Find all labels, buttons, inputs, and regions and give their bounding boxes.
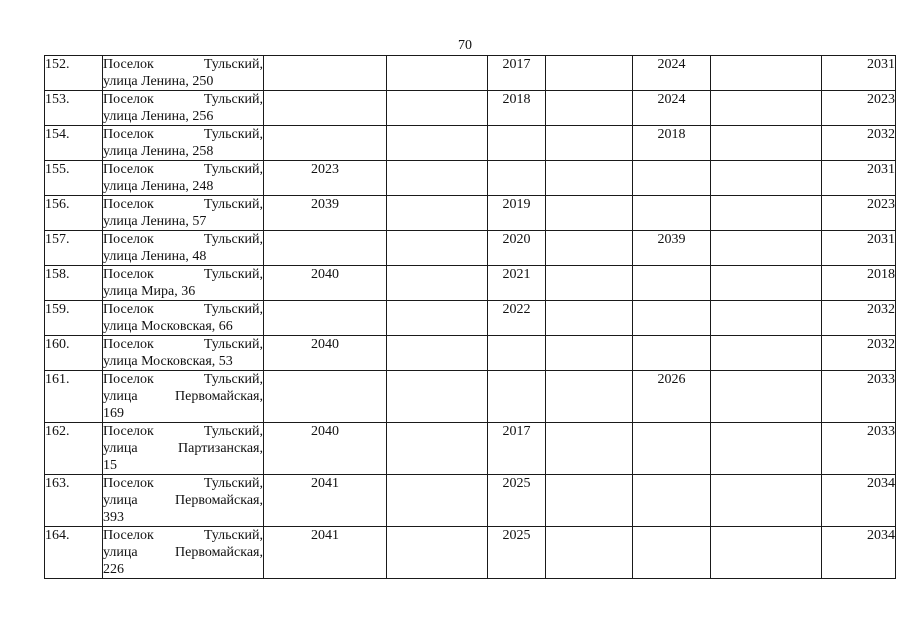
year-cell-5 xyxy=(633,301,711,336)
year-cell-6 xyxy=(711,371,822,423)
address-line: улица Первомайская, xyxy=(103,389,263,404)
year-cell-4 xyxy=(546,161,633,196)
row-number: 157. xyxy=(45,231,103,266)
year-cell-7: 2023 xyxy=(822,91,896,126)
address-line: улица Московская, 53 xyxy=(103,354,233,369)
year-cell-2 xyxy=(387,527,488,579)
year-cell-4 xyxy=(546,266,633,301)
table-row xyxy=(45,126,896,161)
year-cell-2 xyxy=(387,56,488,91)
year-cell-5: 2024 xyxy=(633,91,711,126)
year-cell-3 xyxy=(488,126,546,161)
year-cell-6 xyxy=(711,336,822,371)
year-cell-1: 2040 xyxy=(264,423,387,475)
address-line: улица Первомайская, xyxy=(103,493,263,508)
year-cell-3: 2018 xyxy=(488,91,546,126)
year-cell-2 xyxy=(387,301,488,336)
address-line: Поселок Тульский, xyxy=(103,267,263,282)
address-line: улица Ленина, 248 xyxy=(103,179,214,194)
address-line: Поселок Тульский, xyxy=(103,92,263,107)
table-body xyxy=(45,56,896,579)
year-cell-7: 2033 xyxy=(822,423,896,475)
address-cell xyxy=(103,266,264,301)
year-cell-1: 2039 xyxy=(264,196,387,231)
address-line: улица Ленина, 256 xyxy=(103,109,214,124)
year-cell-4 xyxy=(546,196,633,231)
row-number: 163. xyxy=(45,475,103,527)
year-cell-4 xyxy=(546,336,633,371)
year-cell-4 xyxy=(546,126,633,161)
table-row xyxy=(45,301,896,336)
address-cell xyxy=(103,161,264,196)
year-cell-2 xyxy=(387,336,488,371)
address-cell xyxy=(103,56,264,91)
year-cell-4 xyxy=(546,475,633,527)
address-cell xyxy=(103,475,264,527)
year-cell-7: 2033 xyxy=(822,371,896,423)
address-line: улица Первомайская, xyxy=(103,545,263,560)
address-line: улица Ленина, 57 xyxy=(103,214,207,229)
year-cell-3: 2019 xyxy=(488,196,546,231)
row-number: 152. xyxy=(45,56,103,91)
year-cell-1: 2023 xyxy=(264,161,387,196)
address-line: Поселок Тульский, xyxy=(103,127,263,142)
year-cell-3: 2022 xyxy=(488,301,546,336)
year-cell-5 xyxy=(633,266,711,301)
year-cell-7: 2031 xyxy=(822,56,896,91)
address-line: 169 xyxy=(103,406,124,421)
year-cell-3 xyxy=(488,371,546,423)
year-cell-5 xyxy=(633,475,711,527)
year-cell-4 xyxy=(546,231,633,266)
year-cell-7: 2032 xyxy=(822,301,896,336)
address-line: Поселок Тульский, xyxy=(103,528,263,543)
year-cell-4 xyxy=(546,56,633,91)
address-cell xyxy=(103,91,264,126)
address-line: Поселок Тульский, xyxy=(103,232,263,247)
year-cell-3 xyxy=(488,161,546,196)
year-cell-2 xyxy=(387,126,488,161)
year-cell-2 xyxy=(387,423,488,475)
address-line: Поселок Тульский, xyxy=(103,57,263,72)
address-line: улица Ленина, 48 xyxy=(103,249,207,264)
year-cell-7: 2018 xyxy=(822,266,896,301)
table-row xyxy=(45,91,896,126)
schedule-table xyxy=(44,55,896,579)
address-cell xyxy=(103,126,264,161)
address-line: 15 xyxy=(103,458,117,473)
year-cell-6 xyxy=(711,126,822,161)
year-cell-5 xyxy=(633,336,711,371)
table-row xyxy=(45,371,896,423)
year-cell-5 xyxy=(633,527,711,579)
year-cell-1 xyxy=(264,301,387,336)
year-cell-1: 2040 xyxy=(264,336,387,371)
table-row xyxy=(45,266,896,301)
year-cell-6 xyxy=(711,301,822,336)
address-line: улица Партизанская, xyxy=(103,441,263,456)
table-row xyxy=(45,336,896,371)
table-row xyxy=(45,56,896,91)
address-cell xyxy=(103,527,264,579)
row-number: 154. xyxy=(45,126,103,161)
page-number: 70 xyxy=(458,38,472,53)
year-cell-7: 2031 xyxy=(822,231,896,266)
address-line: Поселок Тульский, xyxy=(103,424,263,439)
year-cell-2 xyxy=(387,371,488,423)
address-line: 226 xyxy=(103,562,124,577)
year-cell-5 xyxy=(633,423,711,475)
year-cell-1: 2040 xyxy=(264,266,387,301)
year-cell-4 xyxy=(546,301,633,336)
year-cell-6 xyxy=(711,56,822,91)
year-cell-4 xyxy=(546,423,633,475)
year-cell-1 xyxy=(264,126,387,161)
table-row xyxy=(45,423,896,475)
year-cell-7: 2034 xyxy=(822,475,896,527)
row-number: 159. xyxy=(45,301,103,336)
address-line: улица Мира, 36 xyxy=(103,284,196,299)
year-cell-2 xyxy=(387,161,488,196)
year-cell-1 xyxy=(264,371,387,423)
address-line: Поселок Тульский, xyxy=(103,337,263,352)
year-cell-5: 2039 xyxy=(633,231,711,266)
year-cell-7: 2031 xyxy=(822,161,896,196)
row-number: 164. xyxy=(45,527,103,579)
year-cell-7: 2034 xyxy=(822,527,896,579)
year-cell-5 xyxy=(633,161,711,196)
year-cell-2 xyxy=(387,91,488,126)
table-row xyxy=(45,231,896,266)
address-line: 393 xyxy=(103,510,124,525)
year-cell-5: 2018 xyxy=(633,126,711,161)
address-line: Поселок Тульский, xyxy=(103,162,263,177)
year-cell-6 xyxy=(711,475,822,527)
year-cell-1 xyxy=(264,56,387,91)
year-cell-3: 2025 xyxy=(488,527,546,579)
year-cell-5 xyxy=(633,196,711,231)
table-row xyxy=(45,475,896,527)
year-cell-3 xyxy=(488,336,546,371)
year-cell-6 xyxy=(711,161,822,196)
year-cell-2 xyxy=(387,196,488,231)
address-cell xyxy=(103,196,264,231)
table-row xyxy=(45,527,896,579)
year-cell-6 xyxy=(711,196,822,231)
row-number: 161. xyxy=(45,371,103,423)
year-cell-3: 2017 xyxy=(488,423,546,475)
address-line: улица Ленина, 250 xyxy=(103,74,214,89)
address-line: улица Ленина, 258 xyxy=(103,144,214,159)
year-cell-4 xyxy=(546,371,633,423)
year-cell-1: 2041 xyxy=(264,475,387,527)
row-number: 153. xyxy=(45,91,103,126)
year-cell-2 xyxy=(387,475,488,527)
address-line: Поселок Тульский, xyxy=(103,476,263,491)
year-cell-6 xyxy=(711,266,822,301)
year-cell-1: 2041 xyxy=(264,527,387,579)
row-number: 158. xyxy=(45,266,103,301)
year-cell-2 xyxy=(387,266,488,301)
address-line: Поселок Тульский, xyxy=(103,197,263,212)
year-cell-6 xyxy=(711,231,822,266)
row-number: 156. xyxy=(45,196,103,231)
address-cell xyxy=(103,423,264,475)
address-cell xyxy=(103,301,264,336)
address-cell xyxy=(103,336,264,371)
year-cell-2 xyxy=(387,231,488,266)
address-line: Поселок Тульский, xyxy=(103,302,263,317)
year-cell-4 xyxy=(546,91,633,126)
table-row xyxy=(45,161,896,196)
row-number: 160. xyxy=(45,336,103,371)
year-cell-6 xyxy=(711,91,822,126)
year-cell-7: 2032 xyxy=(822,336,896,371)
year-cell-3: 2020 xyxy=(488,231,546,266)
address-line: улица Московская, 66 xyxy=(103,319,233,334)
year-cell-7: 2032 xyxy=(822,126,896,161)
address-cell xyxy=(103,231,264,266)
year-cell-7: 2023 xyxy=(822,196,896,231)
row-number: 155. xyxy=(45,161,103,196)
address-line: Поселок Тульский, xyxy=(103,372,263,387)
year-cell-5: 2024 xyxy=(633,56,711,91)
address-cell xyxy=(103,371,264,423)
year-cell-6 xyxy=(711,527,822,579)
year-cell-1 xyxy=(264,231,387,266)
year-cell-1 xyxy=(264,91,387,126)
year-cell-3: 2025 xyxy=(488,475,546,527)
year-cell-4 xyxy=(546,527,633,579)
table-row xyxy=(45,196,896,231)
year-cell-3: 2017 xyxy=(488,56,546,91)
year-cell-3: 2021 xyxy=(488,266,546,301)
year-cell-5: 2026 xyxy=(633,371,711,423)
row-number: 162. xyxy=(45,423,103,475)
year-cell-6 xyxy=(711,423,822,475)
